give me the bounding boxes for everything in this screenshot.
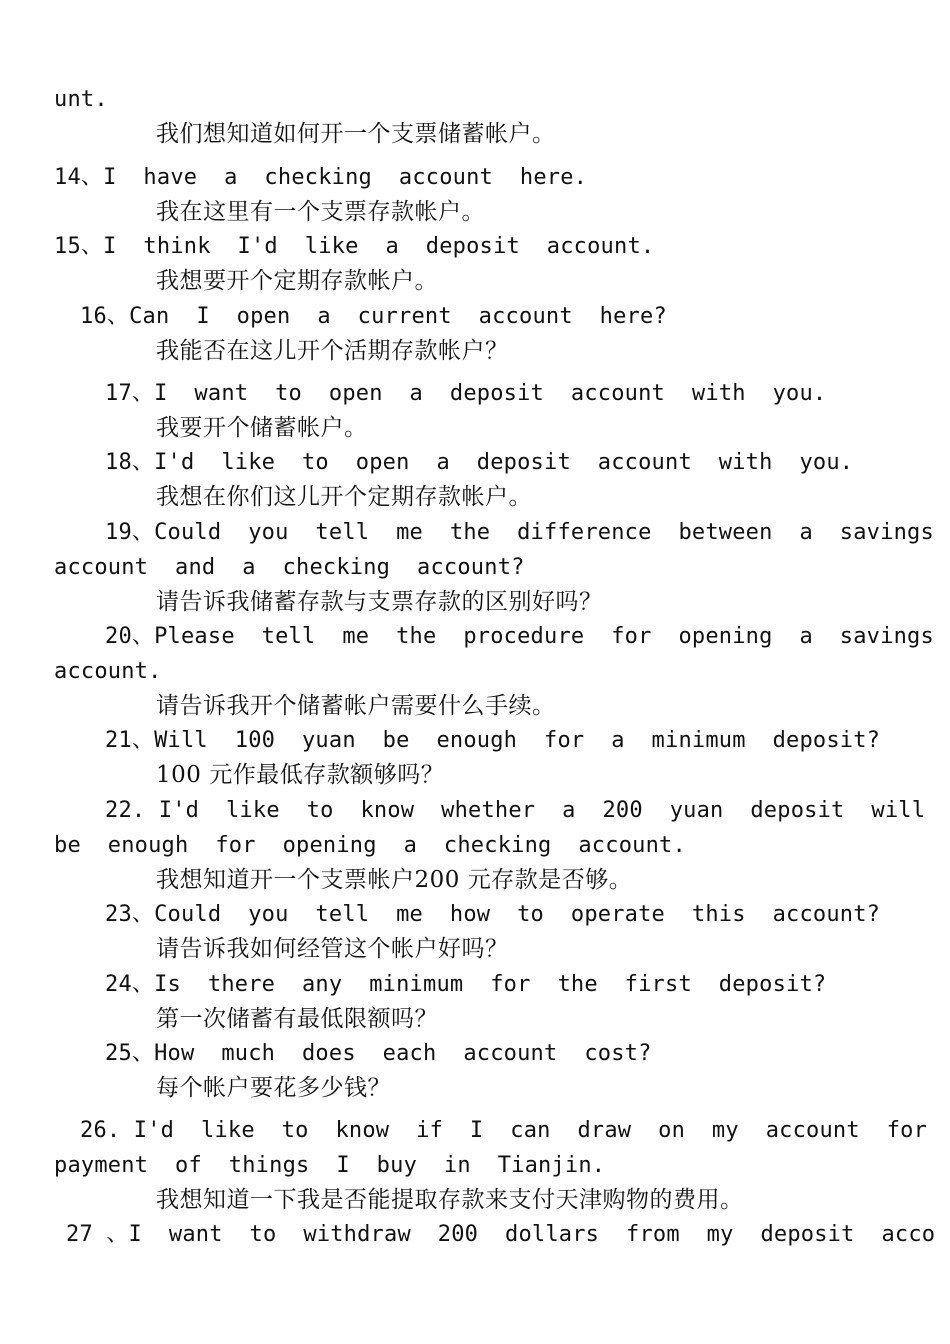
text-line: 26. I'd like to know if I can draw on my account for [80,1118,928,1143]
translation-line: 100 元作最低存款额够吗？ [156,762,445,788]
translation-line: 第一次储蓄有最低限额吗？ [156,1006,438,1032]
translation-line: 我想知道一下我是否能提取存款来支付天津购物的费用。 [156,1187,744,1213]
text-line: 23、Could you tell me how to operate this account? [105,902,881,927]
text-line: 18、I'd like to open a deposit account with you. [105,450,854,475]
translation-line: 请告诉我如何经管这个帐户好吗？ [156,936,509,962]
translation-line: 请告诉我开个储蓄帐户需要什么手续。 [156,693,556,719]
text-line: be enough for opening a checking account. [54,833,686,858]
text-line: 22. I'd like to know whether a 200 yuan deposit will [105,798,926,823]
translation-line: 我们想知道如何开一个支票储蓄帐户。 [156,121,556,147]
text-line: 17、I want to open a deposit account with you. [105,381,827,406]
translation-line: 我想在你们这儿开个定期存款帐户。 [156,484,532,510]
translation-line: 每个帐户要花多少钱？ [156,1075,391,1101]
text-line: unt. [54,87,108,112]
translation-line: 我能否在这儿开个活期存款帐户？ [156,338,509,364]
text-line: 14、I have a checking account here. [54,165,588,190]
text-line: account and a checking account? [54,555,525,580]
text-line: 20、Please tell me the procedure for opening a savings [105,624,934,649]
translation-line: 我要开个储蓄帐户。 [156,415,368,441]
text-line: 15、I think I'd like a deposit account. [54,234,655,259]
translation-line: 请告诉我储蓄存款与支票存款的区别好吗？ [156,589,603,615]
translation-line: 我在这里有一个支票存款帐户。 [156,199,485,225]
text-line: 21、Will 100 yuan be enough for a minimum deposit? [105,728,881,753]
text-line: payment of things I buy in Tianjin. [54,1153,606,1178]
text-line: 24、Is there any minimum for the first deposit? [105,972,827,997]
text-line: 25、How much does each account cost? [105,1041,652,1066]
translation-line: 我想要开个定期存款帐户。 [156,268,438,294]
text-line: 19、Could you tell me the difference between a savings [105,520,934,545]
translation-line: 我想知道开一个支票帐户200 元存款是否够。 [156,867,633,893]
text-line: 27 、I want to withdraw 200 dollars from my deposit acco [66,1222,936,1247]
text-line: account. [54,659,162,684]
text-line: 16、Can I open a current account here? [80,304,667,329]
